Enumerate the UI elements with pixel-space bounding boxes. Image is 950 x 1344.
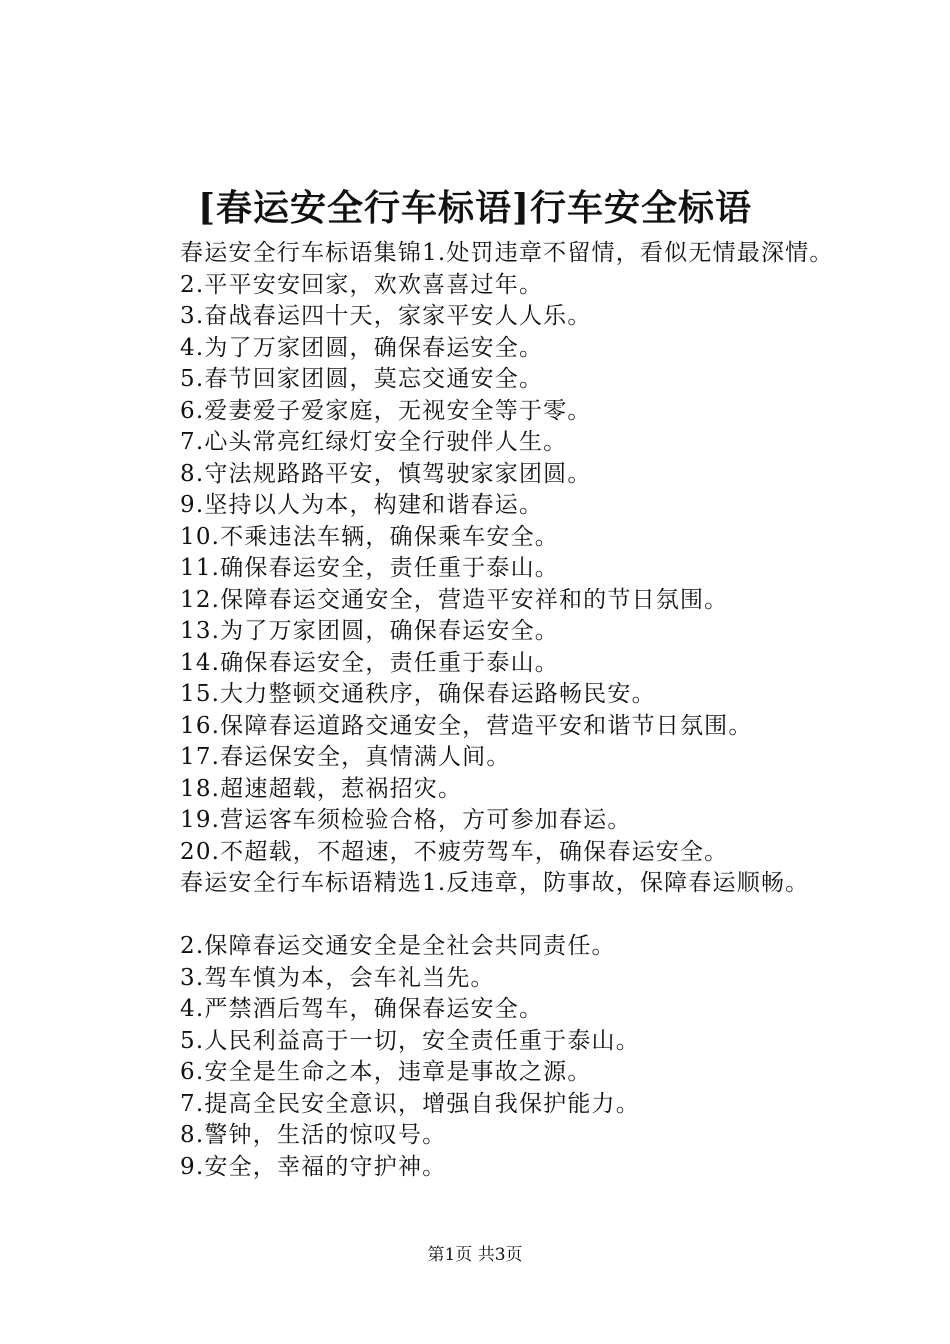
slogan-line: 9.安全，幸福的守护神。 bbox=[180, 1153, 447, 1180]
slogan-line: 14.确保春运安全，责任重于泰山。 bbox=[180, 649, 559, 676]
slogan-line: 11.确保春运安全，责任重于泰山。 bbox=[180, 555, 559, 581]
slogan-line: 20.不超载，不超速，不疲劳驾车，确保春运安全。 bbox=[180, 838, 729, 865]
page-number-footer: 第1页 共3页 bbox=[427, 1245, 523, 1265]
document-body bbox=[130, 238, 860, 1183]
document-title: [春运安全行车标语]行车安全标语 bbox=[197, 187, 753, 229]
slogan-line: 8.守法规路路平安，慎驾驶家家团圆。 bbox=[180, 460, 592, 487]
slogan-line: 2.平平安安回家，欢欢喜喜过年。 bbox=[180, 271, 544, 298]
slogan-line: 3.驾车慎为本，会车礼当先。 bbox=[180, 964, 495, 991]
slogan-line: 17.春运保安全，真情满人间。 bbox=[180, 744, 511, 770]
slogan-line: 6.爱妻爱子爱家庭，无视安全等于零。 bbox=[180, 397, 592, 424]
slogan-line: 12.保障春运交通安全，营造平安祥和的节日氛围。 bbox=[180, 586, 729, 613]
slogan-line: 7.心头常亮红绿灯安全行驶伴人生。 bbox=[180, 429, 568, 455]
slogan-line: 2.保障春运交通安全是全社会共同责任。 bbox=[180, 933, 616, 959]
slogan-line: 7.提高全民安全意识，增强自我保护能力。 bbox=[180, 1090, 640, 1117]
slogan-line: 15.大力整顿交通秩序，确保春运路畅民安。 bbox=[180, 681, 656, 707]
slogan-line: 16.保障春运道路交通安全，营造平安和谐节日氛围。 bbox=[180, 712, 753, 739]
section1-intro: 春运安全行车标语集锦1.处罚违章不留情，看似无情最深情。 bbox=[180, 240, 834, 266]
slogan-line: 8.警钟，生活的惊叹号。 bbox=[180, 1122, 447, 1148]
slogan-line: 9.坚持以人为本，构建和谐春运。 bbox=[180, 492, 544, 518]
slogan-line: 5.春节回家团圆，莫忘交通安全。 bbox=[180, 366, 544, 392]
slogan-line: 19.营运客车须检验合格，方可参加春运。 bbox=[180, 807, 632, 833]
slogan-line: 10.不乘违法车辆，确保乘车安全。 bbox=[180, 523, 559, 550]
slogan-line: 18.超速超载，惹祸招灾。 bbox=[180, 775, 463, 802]
slogan-line: 13.为了万家团圆，确保春运安全。 bbox=[180, 618, 559, 644]
slogan-line: 4.严禁酒后驾车，确保春运安全。 bbox=[180, 996, 544, 1022]
slogan-line: 6.安全是生命之本，违章是事故之源。 bbox=[180, 1059, 592, 1085]
section2-slogan-list bbox=[130, 931, 860, 1183]
blank-line bbox=[130, 900, 860, 932]
section2-intro: 春运安全行车标语精选1.反违章，防事故，保障春运顺畅。 bbox=[180, 870, 810, 896]
section1-slogan-list bbox=[130, 270, 860, 869]
slogan-line: 4.为了万家团圆，确保春运安全。 bbox=[180, 334, 544, 361]
slogan-line: 3.奋战春运四十天，家家平安人人乐。 bbox=[180, 303, 592, 329]
slogan-line: 5.人民利益高于一切，安全责任重于泰山。 bbox=[180, 1027, 640, 1054]
